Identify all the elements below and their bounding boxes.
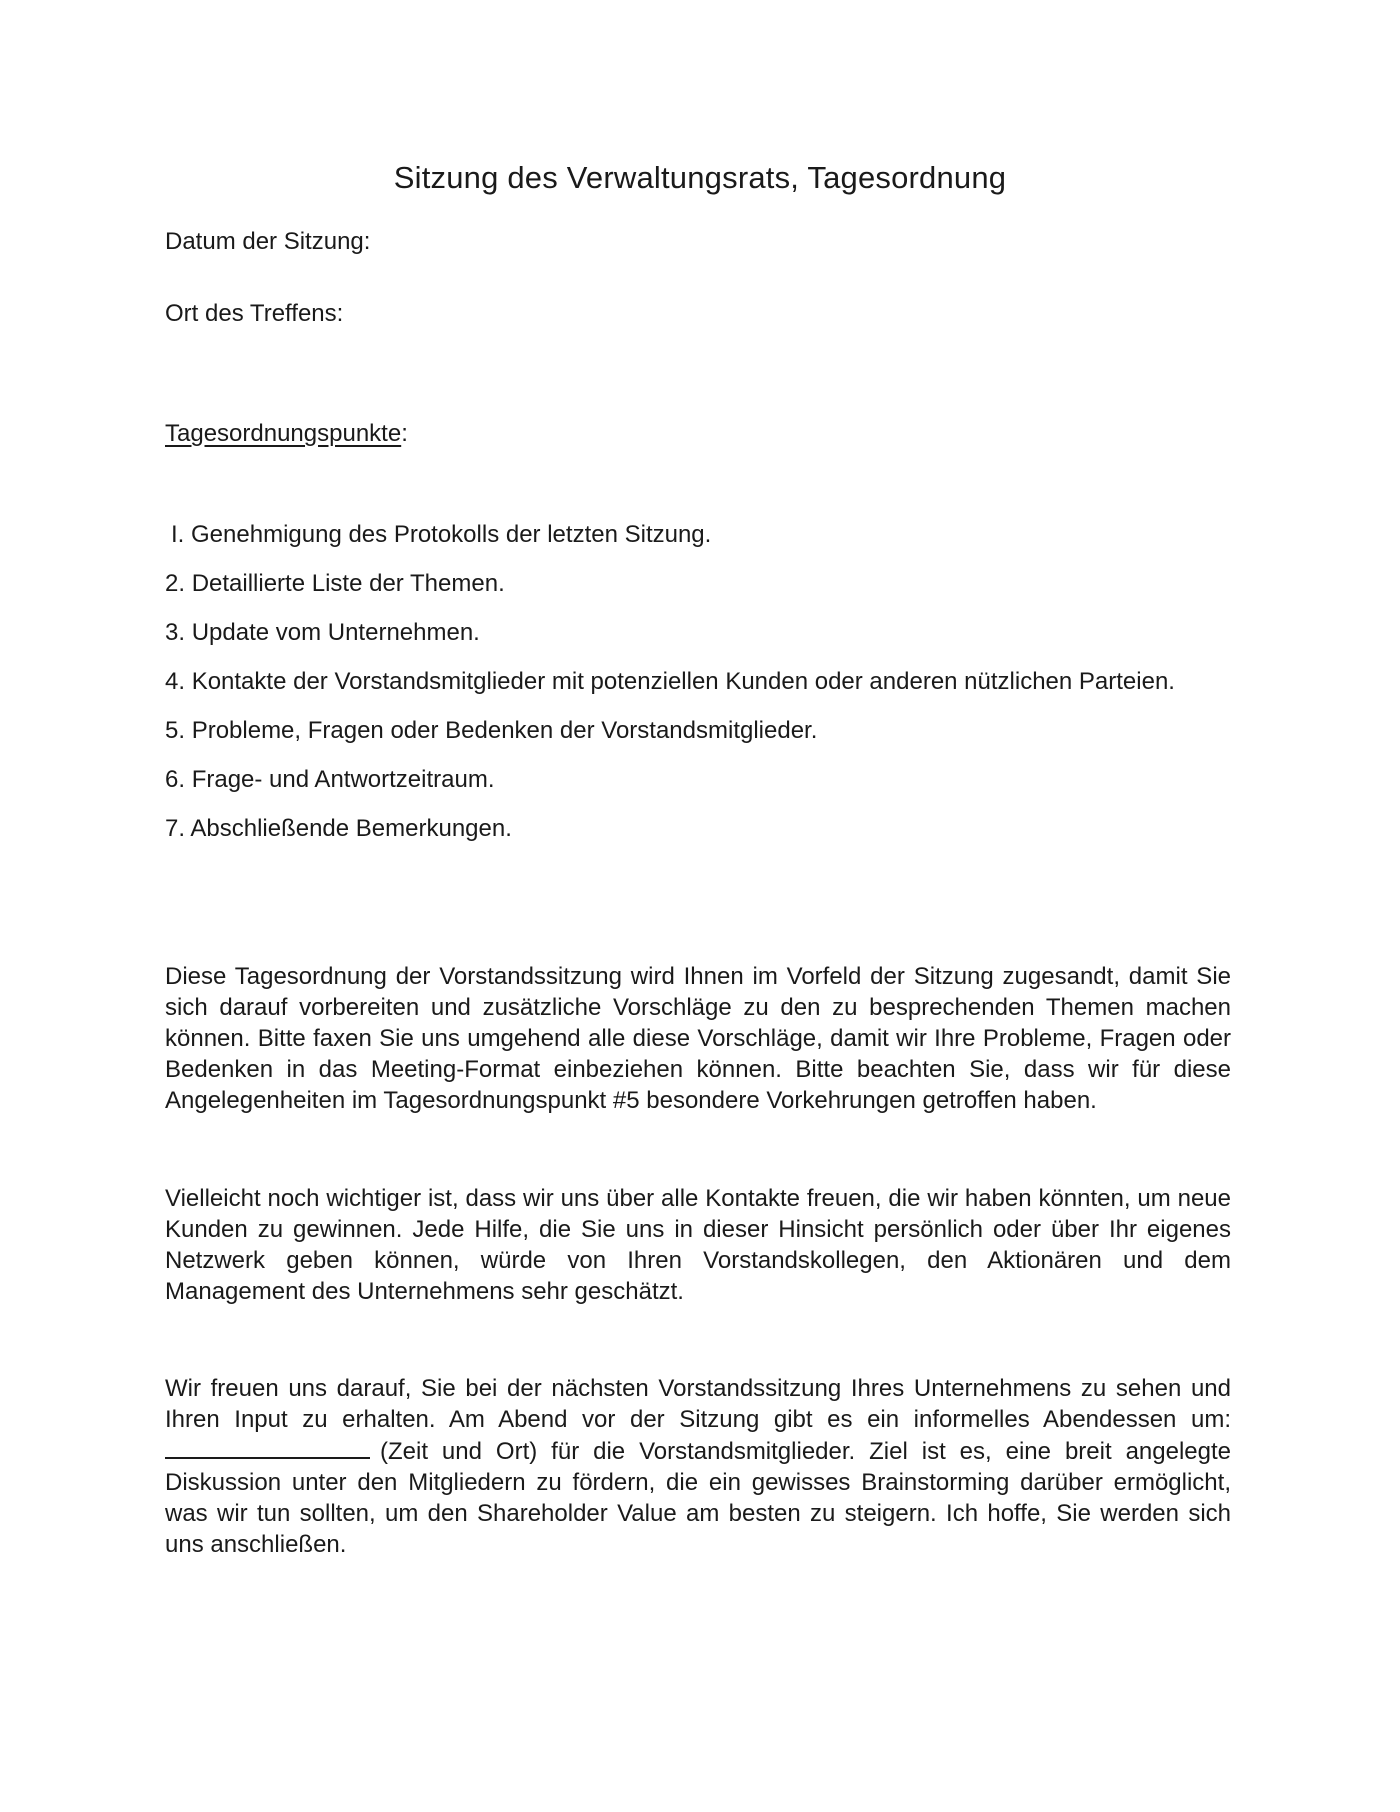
paragraph-contacts: Vielleicht noch wichtiger ist, dass wir uns über alle Kontakte freuen, die wir haben könnten, um neue Kunden zu gewinnen. Jede Hilfe, die Sie uns in dieser Hinsicht persönlich oder über Ihr eigenes Netzwerk geben können, würde von Ihren Vorstandskollegen, den Aktionären und dem Management des Unternehmens sehr geschätzt. — [165, 1185, 1231, 1305]
meeting-date-label: Datum der Sitzung: — [165, 228, 371, 255]
agenda-item — [165, 716, 1265, 765]
agenda-list — [165, 520, 1265, 863]
agenda-item — [165, 520, 1265, 569]
agenda-item-text: Probleme, Fragen oder Bedenken der Vorstandsmitglieder. — [191, 717, 818, 744]
agenda-heading — [165, 420, 408, 448]
agenda-heading-text: Tagesordnungspunkte — [165, 420, 402, 447]
paragraph-preparation: Diese Tagesordnung der Vorstandssitzung wird Ihnen im Vorfeld der Sitzung zugesandt, damit Sie sich darauf vorbereiten und zusätzliche Vorschläge zu den zu besprechenden Themen machen können. Bitte faxen Sie uns umgehend alle diese Vorschläge, damit wir Ihre Probleme, Fragen oder Bedenken in das Meeting-Format einbeziehen können. Bitte beachten Sie, dass wir für diese Angelegenheiten im Tagesordnungspunkt #5 besondere Vorkehrungen getroffen haben. — [165, 963, 1231, 1114]
agenda-item-number: 5. — [165, 717, 186, 744]
agenda-item-text: Update vom Unternehmen. — [191, 619, 480, 646]
agenda-item — [165, 667, 1265, 716]
agenda-item-text: Genehmigung des Protokolls der letzten Sitzung. — [191, 521, 712, 548]
agenda-item-number: 6. — [165, 766, 186, 793]
agenda-item — [165, 814, 1265, 863]
paragraph-dinner-text-end: (Zeit und Ort) für die Vorstandsmitglieder. Ziel ist es, eine breit angelegte Diskussion unter den Mitgliedern zu fördern, die ein gewisses Brainstorming darüber ermöglicht, was wir tun sollten, um den Shareholder Value am besten zu steigern. Ich hoffe, Sie werden sich uns anschließen. — [165, 1438, 1231, 1558]
document-title: Sitzung des Verwaltungsrats, Tagesordnung — [393, 160, 1007, 195]
agenda-item-number: 2. — [165, 570, 186, 597]
agenda-item-number: 7. — [165, 815, 186, 842]
agenda-item-number: 4. — [165, 668, 186, 695]
agenda-item-text: Kontakte der Vorstandsmitglieder mit potenziellen Kunden oder anderen nützlichen Parteien. — [191, 668, 1175, 695]
agenda-heading-colon: : — [401, 420, 408, 447]
paragraph-dinner-text-start: Wir freuen uns darauf, Sie bei der nächsten Vorstandssitzung Ihres Unternehmens zu sehen und Ihren Input zu erhalten. Am Abend vor der Sitzung gibt es ein informelles Abendessen um: — [165, 1375, 1231, 1433]
agenda-item-text: Frage- und Antwortzeitraum. — [191, 766, 495, 793]
agenda-item-text: Detaillierte Liste der Themen. — [191, 570, 505, 597]
agenda-item-number: 3. — [165, 619, 186, 646]
meeting-place-label: Ort des Treffens: — [165, 300, 344, 327]
agenda-item-number: I. — [171, 521, 185, 548]
agenda-item — [165, 618, 1265, 667]
agenda-item — [165, 569, 1265, 618]
paragraph-dinner — [165, 1373, 1231, 1560]
agenda-item — [165, 765, 1265, 814]
time-place-blank-line — [165, 1435, 370, 1459]
agenda-item-text: Abschließende Bemerkungen. — [190, 815, 512, 842]
